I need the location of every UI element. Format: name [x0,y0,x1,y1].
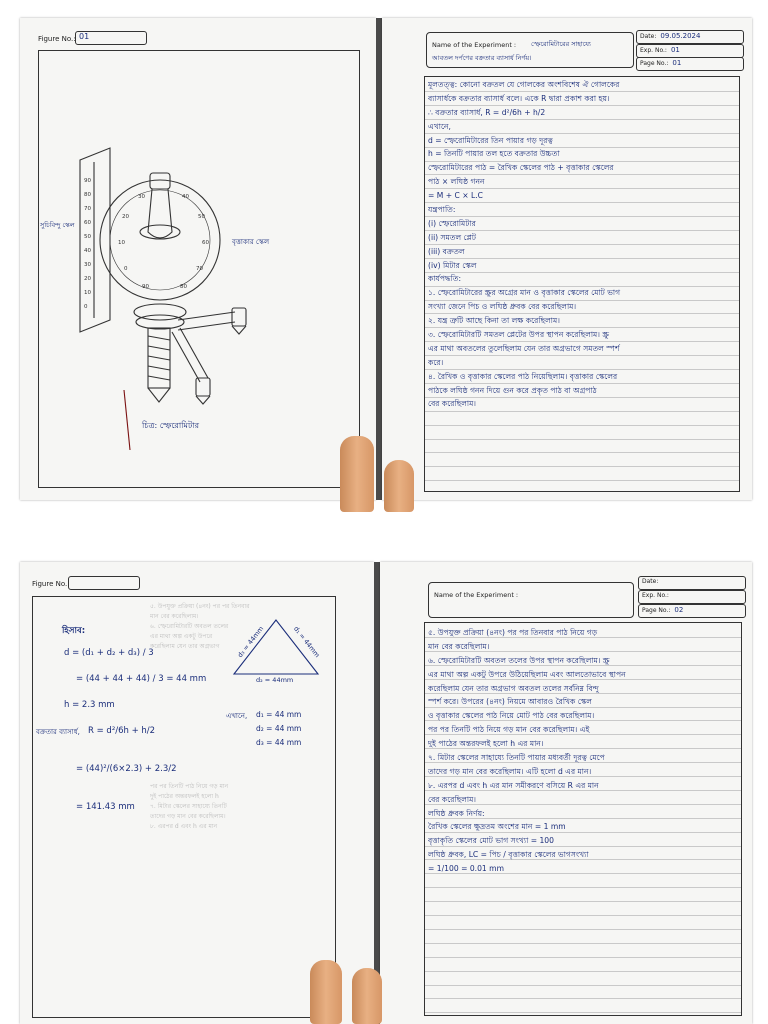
page-no-box [638,604,746,618]
scale-tick: 50 [84,234,91,240]
experiment-header [426,32,634,68]
where-label: এখানে, [226,712,248,720]
ruled-line [425,943,741,944]
note-line: (i) স্ফেরোমিটার [428,218,476,228]
spherometer-drawing [60,140,290,460]
dial-tick: 90 [142,284,149,290]
scale-tick: 10 [84,290,91,296]
where-d3: d₃ = 44 mm [256,738,302,747]
note-line: ৬. স্ফেরোমিটারটি অবতল তলের উপর স্থাপন করেছিলাম। স্ক্রু [428,655,610,665]
page-no-value: 01 [672,59,682,67]
date-label: Date: [642,578,659,585]
note-line: ৫. উপযুক্ত প্রক্রিয়া (৪নং) পর পর তিনবার পাঠ নিয়ে গড় [428,628,598,637]
where-d2: d₂ = 44 mm [256,724,302,733]
ruled-line [425,998,741,999]
figure-label: Figure No.: [32,580,70,588]
exp-no-label: Exp. No.: [642,592,669,599]
note-line: পাঠ × লঘিষ্ঠ গনন [428,177,485,187]
note-line: (ii) সমতল প্লেট [428,232,476,242]
note-line: ∴ বক্রতার ব্যাসার্ধ, R = d²/6h + h/2 [428,107,546,117]
figure-label: Figure No.: [38,35,76,43]
note-line: স্পর্শ করে। উপরের (৪নং) নিয়মে আবারও রৈখিক স্কেল [428,697,592,707]
note-line: রৈখিক স্কেলের ক্ষুদ্রতম অংশের মান = 1 mm [428,822,566,832]
calc-heading: হিসাব: [62,626,86,636]
experiment-title-2: আবতল দর্পণের বক্রতার ব্যাসার্ধ নির্ণয়। [432,54,532,62]
page-no-label: Page No.: [640,60,669,67]
page-no-value: 02 [674,606,684,614]
note-line: এর মাথা অল্প একটু উপরে উঠিয়েছিলাম এবং আলতোভাবে স্থাপন [428,669,626,679]
note-line: লঘিষ্ঠ ধ্রুবক নির্ণয়: [428,808,485,818]
experiment-label: Name of the Experiment : [432,41,517,49]
note-line: ৮. এরপর d এবং h এর মান সমীকরণে বসিয়ে R এর মান [428,780,599,790]
note-line: বৃত্তাকৃতি স্কেলের মোট ভাগ সংখ্যা = 100 [428,836,554,846]
note-line: h = তিনটি পায়ার তল হতে বক্রতার উচ্চতা [428,149,560,159]
finger [384,460,414,512]
note-line: ৪. রৈখিক ও বৃত্তাকার স্কেলের পাঠ নিয়েছিলাম। বৃত্তাকার স্কেলের [428,371,618,381]
scale-tick: 20 [84,276,91,282]
note-line: ৭. মিটার স্কেলের সাহায্যে তিনটি পায়ার মধ্যবর্তী দূরত্ব মেপে [428,753,605,763]
dial-tick: 80 [180,284,187,290]
dial-tick: 60 [202,240,209,246]
note-line: পর পর তিনটি পাঠ নিয়ে গড় মান বের করেছিলাম। এই [428,725,590,735]
note-line: মূলতত্ত্ব: কোনো বক্রতল যে গোলকের অংশবিশেষ ঐ গোলকের [428,80,620,89]
bleed-through: ৫. উপযুক্ত প্রক্রিয়া (৪নং) পর পর তিনবার মান বের করেছিলাম। ৬. স্ফেরোমিটারটি অবতল তলের এর মাথা অল্প একটু উপরে করেছিলাম যেন তার অগ্রভাগ পর পর তিনটি পাঠ নিয়ে গড় মান দুই পাঠের অন্তরফলই হলো h ৭. মিটার স্কেলের সাহায্যে তিনটি তাদের গড় মান বের করেছিলাম। ৮. এরপর d এবং h এর মান [150,603,250,830]
page-no-label: Page No.: [642,607,671,614]
dial-tick: 30 [138,194,145,200]
ruled-line [425,971,741,972]
scale-tick: 60 [84,220,91,226]
scale-tick: 0 [84,304,88,310]
exp-no-label: Exp. No.: [640,47,667,54]
calc-eq5: = (44)²/(6×2.3) + 2.3/2 [76,764,177,774]
note-line: যন্ত্রপাতি: [428,205,456,215]
note-line: সংখ্যা জেনে পিচ ও লঘিষ্ঠ ধ্রুবক বের করেছিলাম। [428,302,577,312]
experiment-title-1: স্ফেরোমিটারের সাহায্যে [531,40,591,48]
experiment-label: Name of the Experiment : [434,591,519,599]
callout-left: সুচিবিন্দু স্কেল [40,221,75,229]
note-line: = M + C × L.C [428,191,483,201]
dial-tick: 70 [196,266,203,272]
scale-tick: 30 [84,262,91,268]
calc-eq4: R = d²/6h + h/2 [88,726,156,736]
calc-eq1: d = (d₁ + d₂ + d₃) / 3 [64,648,154,658]
note-line: দুই পাঠের অন্তরফলই হলো h এর মান। [428,739,544,749]
note-line: ১. স্ফেরোমিটারের স্ক্রুর অগ্রের মান ও বৃত্তাকার স্কেলের মোট ভাগ [428,288,621,298]
date-value: 09.05.2024 [660,32,701,40]
page-no-box [636,57,744,71]
note-line: ২. যন্ত্র ত্রুটি আছে কিনা তা লক্ষ করেছিলাম। [428,316,560,326]
callout-right: বৃত্তাকার স্কেল [232,238,270,246]
dial-tick: 50 [198,214,205,220]
where-d1: d₁ = 44 mm [256,710,302,719]
notes-text [428,78,734,488]
triangle-d3: d₃ = 44mm [236,624,266,660]
figure-number-box: 01 [75,31,147,45]
note-line: লঘিষ্ঠ ধ্রুবক, LC = পিচ / বৃত্তাকার স্কেলের ভাগসংখ্যা [428,850,589,860]
note-line: ও বৃত্তাকার স্কেলের পাঠ নিয়ে মোট পাঠ বের করেছিলাম। [428,711,595,721]
note-line: তাদের গড় মান বের করেছিলাম। এটি হলো d এর মান। [428,766,592,776]
figure-number-box [68,576,140,590]
triangle-d2: d₂ = 44mm [256,676,294,684]
date-box [636,30,744,44]
finger [352,968,382,1024]
note-line: ৩. স্ফেরোমিটারটি সমতল প্লেটের উপর স্থাপন করেছিলাম। স্ক্রু [428,330,610,340]
calc-eq6: = 141.43 mm [76,802,135,812]
exp-no-value: 01 [670,46,680,54]
date-label: Date: [640,33,657,40]
triangle-d1: d₁ = 44mm [292,624,322,660]
note-line: ব্যাসার্ধকে বক্রতার ব্যাসার্ধ বলে। একে R দ্বারা প্রকাশ করা হয়। [428,93,610,103]
note-line: কার্যপদ্ধতি: [428,274,462,284]
exp-no-box [638,590,746,604]
note-line: বের করেছিলাম। [428,399,477,409]
note-line: d = স্ফেরোমিটারের তিন পায়ার গড় দূরত্ব [428,135,553,145]
figure-caption: চিত্র: স্ফেরোমিটার [142,421,200,430]
scale-tick: 80 [84,192,91,198]
ruled-line [425,1012,741,1013]
note-line: (iv) মিটার স্কেল [428,260,477,270]
calc-eq2: = (44 + 44 + 44) / 3 = 44 mm [76,674,207,684]
dial-tick: 20 [122,214,129,220]
note-line: এখানে, [428,121,451,131]
note-line: করেছিলাম যেন তার অগ্রভাগ অবতল তলের সর্বনিম্ন বিন্দু [428,683,599,693]
note-line: মান বের করেছিলাম। [428,641,490,651]
exp-no-box [636,44,744,58]
ruled-line [425,985,741,986]
note-line: বের করেছিলাম। [428,794,477,804]
note-line: এর মাথা অবতলের তুলেছিলাম যেন তার অগ্রভাগে সমতল স্পর্শ [428,343,620,353]
note-line: = 1/100 = 0.01 mm [428,864,504,874]
experiment-header [428,582,634,618]
dial-tick: 40 [182,194,189,200]
dial-tick: 10 [118,240,125,246]
note-line: (iii) বক্রতল [428,246,465,256]
date-box [638,576,746,590]
dial-tick: 0 [124,266,128,272]
note-line: স্ফেরোমিটারের পাঠ = রৈখিক স্কেলের পাঠ + বৃত্তাকার স্কেলের [428,163,614,173]
calc-eq4-label: বক্রতার ব্যাসার্ধ, [36,728,80,736]
note-line: করে। [428,357,444,367]
bottom-photo [0,512,768,1024]
ruled-line [425,929,741,930]
calc-eq3: h = 2.3 mm [64,700,115,710]
scale-tick: 90 [84,178,91,184]
notes-text [428,626,736,926]
scale-tick: 70 [84,206,91,212]
scale-tick: 40 [84,248,91,254]
finger [310,960,342,1024]
note-line: পাঠকে লঘিষ্ঠ গনন দিয়ে গুন করে প্রকৃত পাঠ বা অগ্রপাঠ [428,385,597,395]
finger [340,436,374,512]
ruled-line [425,957,741,958]
